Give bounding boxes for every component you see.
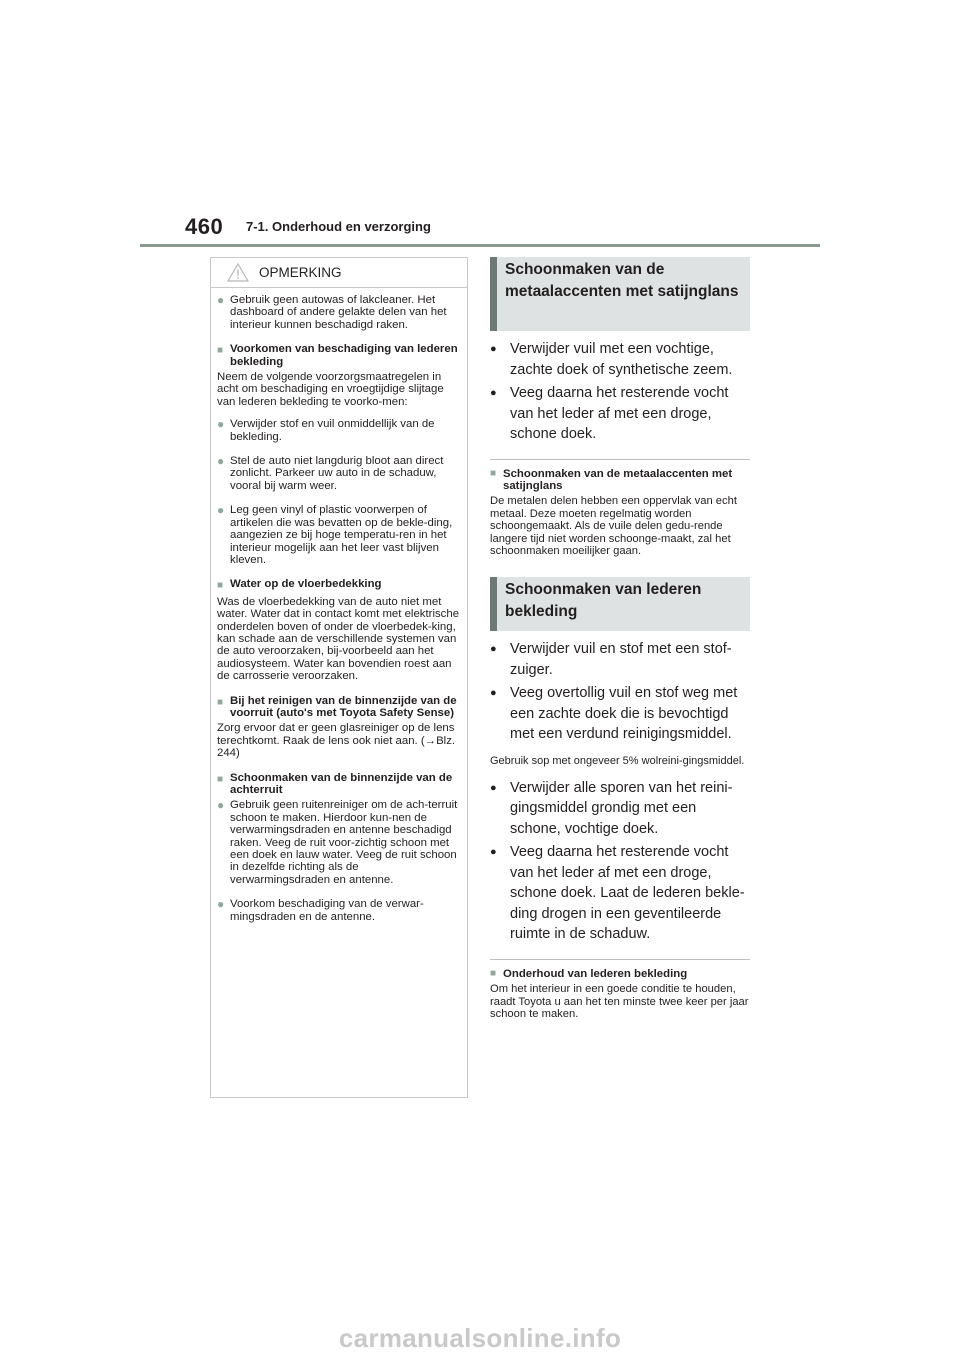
bullet-icon: [490, 639, 510, 680]
sub-paragraph: Om het interieur in een goede conditie te houden, raadt Toyota u aan het ten minste twee keer per jaar schoon te maken.: [490, 983, 749, 1021]
notice-box: [210, 257, 468, 1098]
bullet-icon: [490, 842, 510, 945]
notice-subheading: ■ Water op de vloerbedekking: [217, 578, 461, 592]
notice-subheading: ■ Schoonmaken van de binnenzijde van de achterruit: [217, 772, 461, 797]
divider: [490, 959, 750, 960]
bullet-icon: [217, 898, 230, 923]
bullet-icon: [217, 294, 230, 331]
notice-subheading: ■ Voorkomen van beschadiging van lederen bekleding: [217, 343, 461, 368]
notice-subheading: ■ Bij het reinigen van de binnenzijde van de voorruit (auto's met Toyota Safety Sense): [217, 695, 461, 720]
list-item: ● Stel de auto niet langdurig bloot aan direct zonlicht. Parkeer uw auto in de schaduw, vooral bij warm weer.: [217, 455, 461, 492]
bullet-icon: [490, 778, 510, 840]
list-item: ● Veeg daarna het resterende vocht van het leder af met een droge, schone doek. Laat de lederen bekle-ding drogen in een geventileerde ruimte in de schaduw.: [490, 842, 750, 945]
notice-header: [211, 258, 467, 288]
notice-title: OPMERKING: [259, 265, 342, 280]
square-bullet-icon: [217, 578, 230, 592]
page-number: 460: [185, 214, 224, 239]
bullet-icon: [217, 799, 230, 886]
section-title: 7-1. Onderhoud en verzorging: [246, 219, 431, 234]
bullet-icon: [490, 383, 510, 445]
section-heading: Schoonmaken van lederen bekleding: [490, 577, 750, 631]
section-heading: Schoonmaken van de metaalaccenten met satijnglans: [490, 257, 750, 331]
list-item: ● Verwijder alle sporen van het reini-gingsmiddel grondig met een schone, vochtige doek.: [490, 778, 750, 840]
notice-paragraph: Neem de volgende voorzorgsmaatregelen in acht om beschadiging en vroegtijdige slijtage van lederen bekleding te voorko-men:: [217, 371, 444, 408]
right-column: [490, 257, 750, 1020]
notice-paragraph: Was de vloerbedekking van de auto niet met water. Water dat in contact komt met elektrische onderdelen boven of onder de vloerbedek-king, kan schade aan de verschillende systemen van de auto veroorzaken, bij-voorbeeld aan het audiosysteem. Water kan bovendien roest aan de carrosserie veroorzaken.: [217, 595, 460, 683]
notice-paragraph: Zorg ervoor dat er geen glasreiniger op de lens terechtkomt. Raak de lens ook niet aan. (→Blz. 244): [217, 722, 456, 760]
list-item: ● Verwijder vuil en stof met een stof-zuiger.: [490, 639, 750, 680]
square-bullet-icon: [490, 468, 503, 493]
list-item: ● Gebruik geen ruitenreiniger om de ach-terruit schoon te maken. Hierdoor kun-nen de verwarmingsdraden en antenne beschadigd raken. Veeg de ruit voor-zichtig schoon met een doek en lauw water. Veeg de ruit schoon in dezelfde richting als de verwarmingsdraden en antenne.: [217, 799, 461, 886]
square-bullet-icon: [217, 695, 230, 720]
square-bullet-icon: [217, 772, 230, 797]
bullet-icon: [217, 455, 230, 492]
list-item: ● Veeg daarna het resterende vocht van het leder af met een droge, schone doek.: [490, 383, 750, 445]
list-item: ● Voorkom beschadiging van de verwar-mingsdraden en de antenne.: [217, 898, 461, 923]
sub-paragraph: De metalen delen hebben een oppervlak van echt metaal. Deze moeten regelmatig worden schoongemaakt. Als de vuile delen gedu-rende langere tijd niet worden schoonge-maakt, zal het schoonmaken moeilijker gaan.: [490, 495, 737, 557]
sub-heading: ■ Onderhoud van lederen bekleding: [490, 968, 750, 980]
header-rule: [140, 244, 820, 247]
watermark: carmanualsonline.info: [338, 1323, 622, 1353]
bullet-icon: [490, 683, 510, 745]
notice-body: [211, 288, 467, 923]
list-item: ● Gebruik geen autowas of lakcleaner. Het dashboard of andere gelakte delen van het interieur kunnen beschadigd raken.: [217, 294, 461, 331]
bullet-icon: [217, 418, 230, 443]
square-bullet-icon: [217, 343, 230, 368]
list-item: ● Verwijder stof en vuil onmiddellijk van de bekleding.: [217, 418, 461, 443]
bullet-icon: [490, 339, 510, 380]
list-item: ● Leg geen vinyl of plastic voorwerpen of artikelen die was bevatten op de bekle-ding, aangezien ze bij hoge temperatu-ren in het interieur mogelijk aan het leer vast blijven kleven.: [217, 504, 461, 566]
list-item: ● Veeg overtollig vuil en stof weg met een zachte doek die is bevochtigd met een verdund reinigingsmiddel.: [490, 683, 750, 745]
sub-heading: ■ Schoonmaken van de metaalaccenten met satijnglans: [490, 468, 750, 493]
square-bullet-icon: [490, 968, 503, 980]
divider: [490, 459, 750, 460]
bullet-icon: [217, 504, 230, 566]
warning-triangle-icon: [227, 263, 249, 282]
list-item: ● Verwijder vuil met een vochtige, zachte doek of synthetische zeem.: [490, 339, 750, 380]
note-text: Gebruik sop met ongeveer 5% wolreini-gingsmiddel.: [490, 754, 745, 767]
